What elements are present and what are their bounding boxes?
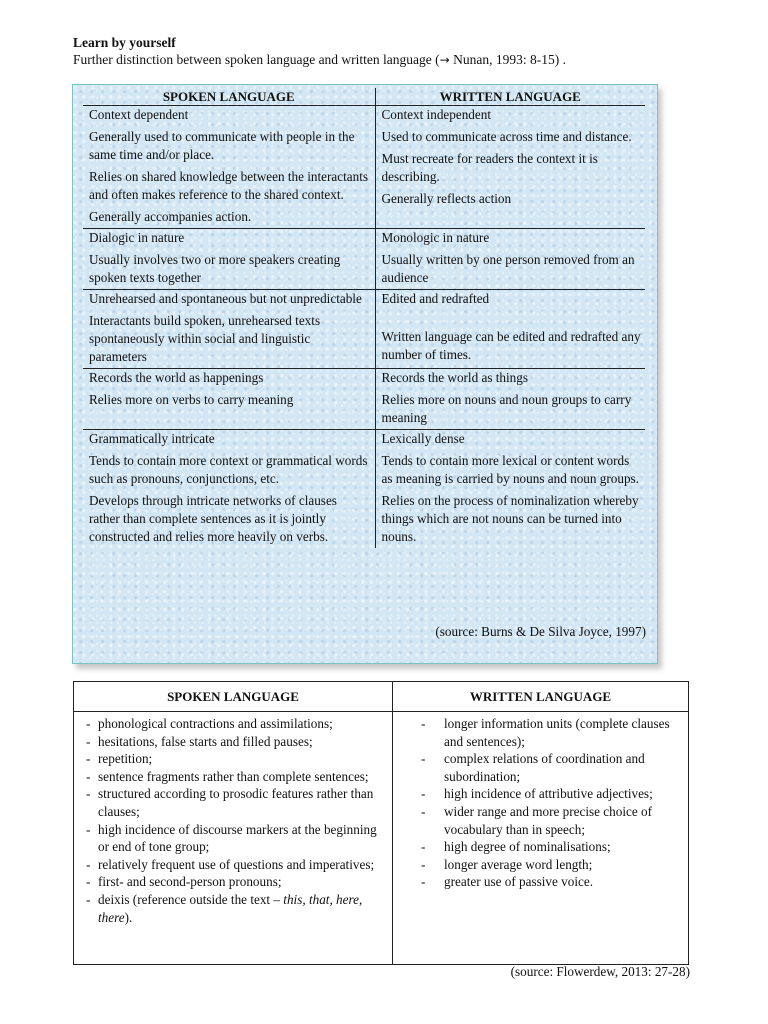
table1-row: [83, 290, 645, 369]
table1-written-cell: [375, 430, 645, 549]
table1-spoken-text: Relies more on verbs to carry meaning: [89, 392, 294, 407]
intro-line: [73, 52, 566, 68]
table1-comparison: [83, 88, 645, 548]
table1-header-written: WRITTEN LANGUAGE: [375, 88, 645, 106]
table2-source: (source: Flowerdew, 2013: 27-28): [510, 964, 690, 979]
deixis-end: ).: [124, 909, 133, 925]
table1-written-text: Generally reflects action: [381, 191, 512, 206]
table1-spoken-text: Interactants build spoken, unrehearsed texts spontaneously within social and linguistic parameters: [89, 313, 321, 364]
list-item: - relatively frequent use of questions and imperatives;: [82, 856, 386, 874]
table1-written-text: Context independent: [381, 107, 492, 122]
table1-written-cell: [375, 290, 645, 369]
table1-spoken-text: Records the world as happenings: [89, 370, 264, 385]
list-item: - high incidence of attributive adjectives;: [401, 785, 682, 803]
list-item: - first- and second-person pronouns;: [82, 873, 386, 891]
table1-written-text: Must recreate for readers the context it is describing.: [381, 151, 598, 184]
table1-header-spoken: SPOKEN LANGUAGE: [83, 88, 375, 106]
table1-spoken-text: Dialogic in nature: [89, 230, 185, 245]
page-heading: Learn by yourself: [73, 35, 176, 50]
table1-row: [83, 430, 645, 549]
list-item: - greater use of passive voice.: [401, 873, 682, 891]
list-item: - longer information units (complete clauses and sentences);: [401, 715, 682, 750]
table1-written-text: Used to communicate across time and distance.: [381, 129, 632, 144]
table2-comparison: [73, 681, 689, 965]
table1-source: (source: Burns & De Silva Joyce, 1997): [435, 624, 646, 639]
table1-written-text: Tends to contain more lexical or content words as meaning is carried by nouns and noun groups.: [381, 453, 639, 486]
table1-row: [83, 229, 645, 290]
table2-row: [74, 712, 689, 965]
written-features-list: [401, 715, 682, 891]
table2-header-written: WRITTEN LANGUAGE: [393, 682, 689, 712]
list-item: - phonological contractions and assimilations;: [82, 715, 386, 733]
table2-header-row: [74, 682, 689, 712]
table1-written-text: Edited and redrafted: [381, 291, 490, 306]
deixis-text: deixis (reference outside the text –: [98, 891, 284, 907]
deixis-examples: this, that, here, there: [98, 891, 363, 925]
table1-written-text: Monologic in nature: [381, 230, 490, 245]
table2-header-spoken: SPOKEN LANGUAGE: [74, 682, 393, 712]
list-item: - complex relations of coordination and subordination;: [401, 750, 682, 785]
table1-spoken-text: Tends to contain more context or grammatical words such as pronouns, conjunctions, etc.: [89, 453, 368, 486]
table2-spoken-cell: [74, 712, 393, 965]
table1-spoken-text: Context dependent: [89, 107, 189, 122]
list-item: - high degree of nominalisations;: [401, 838, 682, 856]
table2-written-cell: [393, 712, 689, 965]
table1-spoken-text: Develops through intricate networks of clauses rather than complete sentences as it is jointly constructed and relies more heavily on verbs.: [89, 493, 337, 544]
table1-written-cell: [375, 229, 645, 290]
table1-spoken-cell: [83, 106, 375, 229]
table1-written-text: Usually written by one person removed from an audience: [381, 252, 635, 285]
table1-header-row: [83, 88, 645, 106]
spoken-features-list: [82, 715, 386, 926]
table1-spoken-text: Grammatically intricate: [89, 431, 215, 446]
table1-row: [83, 369, 645, 430]
table1-spoken-cell: [83, 229, 375, 290]
table1-row: [83, 106, 645, 229]
list-item: - repetition;: [82, 750, 386, 768]
intro-text: Further distinction between spoken language and written language (: [73, 52, 440, 67]
table1-written-text: Relies on the process of nominalization whereby things which are not nouns can be turned into nouns.: [381, 493, 639, 544]
table1-written-text: Records the world as things: [381, 370, 529, 385]
table1-written-text: Written language can be edited and redrafted any number of times.: [381, 329, 641, 362]
table1-spoken-text: Unrehearsed and spontaneous but not unpredictable: [89, 291, 362, 306]
table1-spoken-cell: [83, 369, 375, 430]
table1-spoken-text: Usually involves two or more speakers creating spoken texts together: [89, 252, 341, 285]
table1-spoken-cell: [83, 430, 375, 549]
list-item: - high incidence of discourse markers at the beginning or end of tone group;: [82, 821, 386, 856]
list-item: - structured according to prosodic features rather than clauses;: [82, 785, 386, 820]
table1-written-cell: [375, 369, 645, 430]
intro-citation: Nunan, 1993: 8-15) .: [449, 52, 566, 67]
list-item: - sentence fragments rather than complete sentences;: [82, 768, 386, 786]
table1-written-cell: [375, 106, 645, 229]
list-item: - longer average word length;: [401, 856, 682, 874]
table1-spoken-text: Generally used to communicate with people in the same time and/or place.: [89, 129, 355, 162]
table1-written-text: Lexically dense: [381, 431, 465, 446]
table1-written-text: Relies more on nouns and noun groups to carry meaning: [381, 392, 632, 425]
table1-spoken-text: Generally accompanies action.: [89, 209, 252, 224]
table1-spoken-cell: [83, 290, 375, 369]
list-item: - wider range and more precise choice of vocabulary than in speech;: [401, 803, 682, 838]
arrow-icon: →: [439, 53, 450, 67]
list-item: - hesitations, false starts and filled pauses;: [82, 733, 386, 751]
table1-spoken-text: Relies on shared knowledge between the interactants and often makes reference to the shared context.: [89, 169, 369, 202]
list-item-deixis: [82, 891, 386, 926]
